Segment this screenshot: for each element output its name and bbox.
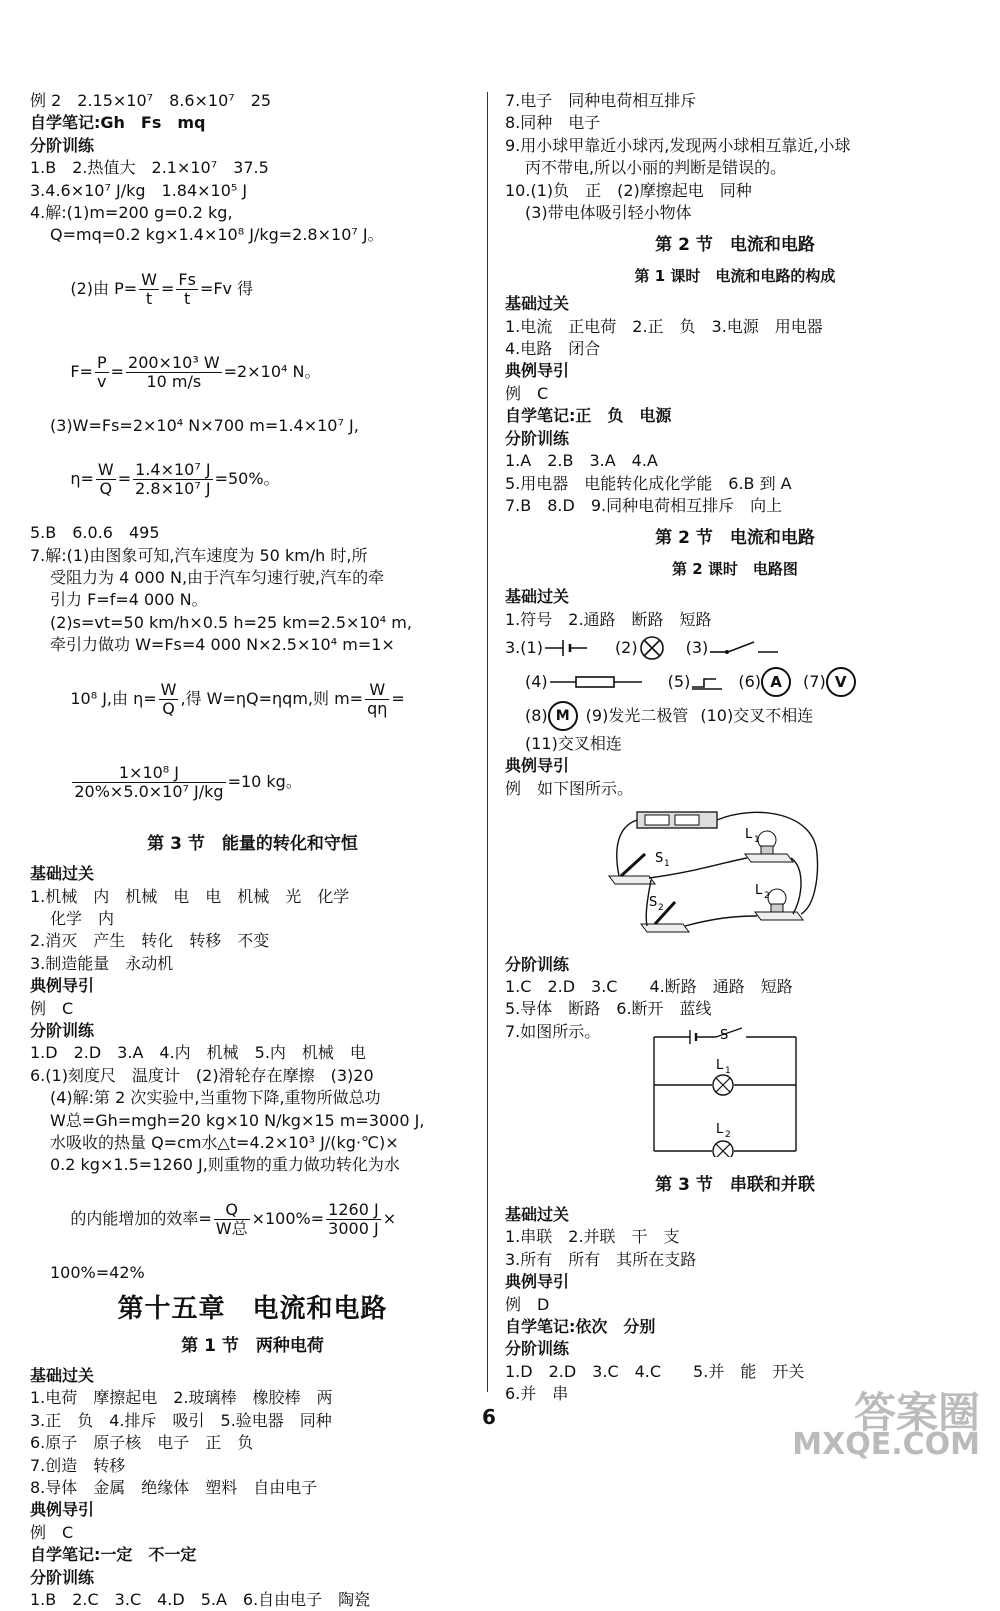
answer-line: 1.A 2.B 3.A 4.A — [505, 451, 658, 471]
symbol-row — [505, 699, 965, 733]
fraction — [96, 461, 116, 498]
fraction-numerator: W — [97, 460, 114, 480]
section-title: 第 1 节 两种电荷 — [181, 1335, 324, 1356]
section-label: 基础过关 — [505, 294, 570, 314]
answer-line: 5.B 6.0.6 495 — [30, 523, 160, 543]
answer-line: 1.符号 2.通路 断路 短路 — [505, 609, 712, 629]
answer-line: 100%=42% — [50, 1262, 145, 1282]
left-column — [30, 90, 475, 1611]
section-label: 基础过关 — [30, 864, 95, 884]
formula-line — [30, 249, 475, 330]
fraction — [126, 354, 222, 391]
answer-line: 0.2 kg×1.5=1260 J,则重物的重力做功转化为水 — [50, 1155, 400, 1175]
formula-line — [30, 439, 475, 520]
symbol-row — [505, 665, 965, 699]
label-s2-sub: 2 — [658, 903, 664, 914]
formula-text: ,得 W=ηQ=ηqm,则 m= — [180, 688, 364, 708]
lamp-symbol-icon — [638, 634, 666, 662]
answer-line: 7.解:(1)由图象可知,汽车速度为 50 km/h 时,所 — [30, 545, 368, 565]
fraction-denominator: t — [145, 288, 153, 308]
fraction — [365, 681, 389, 718]
symbol-label: (4) — [525, 671, 548, 691]
label-s: S — [720, 1028, 729, 1044]
answer-line: 5.导体 断路 6.断开 蓝线 — [505, 999, 712, 1019]
formula-text: =10 kg。 — [227, 771, 302, 791]
answer-line: 8.导体 金属 绝缘体 塑料 自由电子 — [30, 1478, 318, 1498]
lesson-title: 第 2 课时 电路图 — [672, 559, 798, 578]
lesson-title: 第 1 课时 电流和电路的构成 — [634, 266, 836, 285]
answer-line: 7.电子 同种电荷相互排斥 — [505, 91, 697, 110]
column-divider — [487, 92, 488, 1392]
answer-line: 6.并 串 — [505, 1384, 569, 1404]
answer-line: 自学笔记:一定 不一定 — [30, 1545, 197, 1565]
parallel-circuit-diagram — [650, 1027, 800, 1157]
answer-line: 例 如下图所示。 — [505, 778, 634, 798]
section-title: 第 3 节 能量的转化和守恒 — [147, 833, 358, 854]
physical-circuit-diagram — [605, 806, 835, 941]
section-label: 分阶训练 — [505, 1339, 570, 1359]
answer-line: 10.(1)负 正 (2)摩擦起电 同种 — [505, 180, 752, 200]
chapter-title: 第十五章 电流和电路 — [117, 1294, 388, 1325]
section-label: 分阶训练 — [505, 954, 570, 974]
label-l2: L — [716, 1122, 724, 1138]
fraction-numerator: W — [141, 269, 157, 289]
answer-line: (4)解:第 2 次实验中,当重物下降,重物所做总功 — [50, 1088, 381, 1108]
fraction-denominator: t — [184, 288, 191, 308]
answer-line: 1.D 2.D 3.A 4.内 机械 5.内 机械 电 — [30, 1043, 366, 1063]
answer-line: 自学笔记:Gh Fs mq — [30, 113, 206, 133]
answer-line: Q=mq=0.2 kg×1.4×10⁸ J/kg=2.8×10⁷ J。 — [50, 225, 384, 245]
answer-line: 水吸收的热量 Q=cm水△t=4.2×10³ J/(kg·℃)× — [50, 1132, 399, 1152]
answer-line: 3.4.6×10⁷ J/kg 1.84×10⁵ J — [30, 180, 248, 200]
symbol-label: (5) — [667, 671, 691, 691]
answer-line: 8.同种 电子 — [505, 113, 601, 133]
fraction — [95, 354, 109, 391]
label-s1: S — [655, 851, 664, 867]
label-s2: S — [649, 895, 658, 911]
answer-line: 例 D — [505, 1294, 550, 1314]
answer-line: 5.用电器 电能转化成化学能 6.B 到 A — [505, 473, 792, 493]
answer-line: (11)交叉相连 — [525, 733, 622, 753]
symbol-label: (7) — [803, 671, 826, 691]
symbol-label: (2) — [614, 637, 638, 657]
section-title: 第 3 节 串联和并联 — [655, 1174, 815, 1195]
circuit-schematic-figure — [505, 1027, 965, 1163]
fraction — [176, 271, 198, 308]
voltmeter-symbol-icon: V — [826, 667, 856, 697]
fraction-numerator: Fs — [178, 269, 196, 289]
label-l2-sub: 2 — [764, 891, 770, 902]
answer-line: 自学笔记:依次 分别 — [505, 1317, 656, 1337]
symbol-row — [505, 631, 965, 665]
answer-line: 引力 F=f=4 000 N。 — [50, 590, 208, 610]
section-title: 第 2 节 电流和电路 — [655, 528, 815, 549]
formula-text: ×100%= — [251, 1208, 325, 1228]
answer-line: 丙不带电,所以小丽的判断是错误的。 — [525, 158, 787, 178]
ammeter-symbol-icon: A — [761, 667, 791, 697]
section-label: 分阶训练 — [30, 1567, 95, 1587]
fraction-denominator: Q — [99, 479, 113, 499]
fraction — [326, 1201, 381, 1238]
fraction-numerator: 1.4×10⁷ J — [135, 460, 211, 480]
section-label: 典例导引 — [30, 976, 95, 996]
answer-line: 例 C — [30, 1522, 74, 1542]
section-title: 第 2 节 电流和电路 — [655, 235, 815, 256]
fraction-denominator: v — [97, 371, 107, 391]
battery-symbol-icon — [543, 636, 589, 660]
fraction-denominator: W总 — [215, 1218, 248, 1238]
fraction-numerator: W — [160, 679, 177, 699]
section-label: 基础过关 — [505, 1205, 570, 1224]
answer-line: 2.消灭 产生 转化 转移 不变 — [30, 931, 270, 951]
formula-text: η= — [70, 469, 94, 489]
symbol-label: (10)交叉不相连 — [700, 705, 814, 725]
label-l2: L — [755, 883, 763, 899]
section-label: 典例导引 — [505, 1272, 570, 1292]
resistor-symbol-icon — [548, 671, 644, 693]
answer-line: 受阻力为 4 000 N,由于汽车匀速行驶,汽车的牵 — [50, 568, 385, 588]
fraction-numerator: Q — [214, 1201, 250, 1220]
switch-symbol-icon — [708, 636, 780, 660]
answer-line: 9.用小球甲靠近小球丙,发现两小球相互靠近,小球 — [505, 135, 851, 155]
answer-line: 1.B 2.热值大 2.1×10⁷ 37.5 — [30, 158, 269, 178]
motor-symbol-icon: M — [548, 701, 578, 731]
answer-line: 1.C 2.D 3.C 4.断路 通路 短路 — [505, 976, 793, 996]
answer-line: 1.D 2.D 3.C 4.C 5.并 能 开关 — [505, 1361, 805, 1381]
watermark — [792, 1388, 980, 1462]
circuit-photo-figure — [505, 806, 965, 947]
fraction-denominator: 2.8×10⁷ J — [135, 479, 211, 499]
formula-text: =2×10⁴ N。 — [223, 361, 321, 381]
answer-line: 4.电路 闭合 — [505, 339, 601, 359]
fraction-numerator: P — [96, 352, 107, 372]
formula-text: = — [117, 469, 132, 489]
symbol-label: 3.(1) — [505, 637, 543, 657]
formula-text: =Fv 得 — [199, 278, 254, 298]
fraction — [133, 461, 212, 498]
fraction-numerator: 200×10³ W — [128, 352, 220, 372]
answer-line: 6.原子 原子核 电子 正 负 — [30, 1433, 254, 1453]
formula-text: (2)由 P= — [70, 278, 138, 298]
formula-text: =50%。 — [214, 469, 280, 489]
fraction-denominator: 10 m/s — [146, 371, 202, 391]
answer-line: 3.制造能量 永动机 — [30, 953, 174, 973]
label-s1-sub: 1 — [664, 859, 670, 870]
fraction-denominator: 20%×5.0×10⁷ J/kg — [74, 781, 224, 801]
answer-line: (3)带电体吸引轻小物体 — [525, 203, 692, 223]
answer-line: 1.电流 正电荷 2.正 负 3.电源 用电器 — [505, 316, 823, 336]
label-l1-sub: 1 — [754, 835, 760, 846]
section-label: 典例导引 — [505, 361, 570, 381]
fraction — [159, 681, 179, 718]
formula-text: = — [391, 688, 405, 708]
formula-text: 的内能增加的效率= — [70, 1208, 212, 1228]
answer-line: (2)s=vt=50 km/h×0.5 h=25 km=2.5×10⁴ m, — [50, 612, 412, 632]
answer-line: 1.B 2.C 3.C 4.D 5.A 6.自由电子 陶瓷 — [30, 1590, 371, 1610]
page-number: 6 — [482, 1405, 496, 1429]
rheostat-symbol-icon — [690, 671, 724, 693]
section-label: 分阶训练 — [505, 428, 570, 448]
symbol-label: (8) — [525, 705, 548, 725]
section-label: 基础过关 — [505, 587, 570, 607]
answer-line: 例 C — [30, 998, 74, 1018]
section-label: 基础过关 — [30, 1366, 95, 1385]
fraction-numerator: W — [365, 681, 389, 700]
formula-line — [30, 332, 475, 413]
fraction-denominator: Q — [162, 698, 175, 718]
fraction-denominator: qη — [367, 698, 388, 718]
answer-line: 化学 内 — [50, 908, 115, 928]
right-column — [505, 90, 965, 1406]
formula-line — [30, 1179, 475, 1260]
answer-line: 7.B 8.D 9.同种电荷相互排斥 向上 — [505, 495, 783, 515]
answer-line: 牵引力做功 W=Fs=4 000 N×2.5×10⁴ m=1× — [50, 635, 395, 655]
formula-line — [30, 742, 475, 823]
fraction — [72, 764, 225, 801]
formula-text: × — [382, 1208, 397, 1228]
symbol-label: (6) — [738, 671, 762, 691]
answer-line: 7.如图所示。 — [505, 1021, 601, 1041]
fraction-denominator: 3000 J — [328, 1218, 379, 1238]
formula-text: = — [160, 278, 175, 298]
section-label: 典例导引 — [505, 756, 570, 776]
formula-line — [30, 659, 475, 740]
fraction-numerator: 1260 J — [328, 1199, 379, 1219]
answer-line: W总=Gh=mgh=20 kg×10 N/kg×15 m=3000 J, — [50, 1110, 425, 1130]
fraction — [139, 271, 159, 308]
formula-text: F= — [70, 361, 93, 381]
answer-line: 7.创造 转移 — [30, 1455, 126, 1475]
label-l2-sub: 2 — [725, 1130, 731, 1141]
formula-text: = — [110, 361, 125, 381]
answer-line: 3.正 负 4.排斥 吸引 5.验电器 同种 — [30, 1410, 332, 1430]
label-l1-sub: 1 — [725, 1066, 731, 1077]
formula-text: 10⁸ J,由 η= — [70, 688, 157, 708]
fraction — [214, 1201, 250, 1238]
label-l1: L — [745, 827, 753, 843]
answer-line: (3)W=Fs=2×10⁴ N×700 m=1.4×10⁷ J, — [50, 415, 359, 435]
watermark-top: 答案圈 — [853, 1388, 980, 1437]
answer-line: 1.电荷 摩擦起电 2.玻璃棒 橡胶棒 两 — [30, 1388, 333, 1408]
answer-line: 1.机械 内 机械 电 电 机械 光 化学 — [30, 886, 350, 906]
answer-line: 4.解:(1)m=200 g=0.2 kg, — [30, 203, 233, 223]
answer-line: 例 2 2.15×10⁷ 8.6×10⁷ 25 — [30, 91, 272, 110]
section-label: 分阶训练 — [30, 135, 95, 155]
answer-line: 6.(1)刻度尺 温度计 (2)滑轮存在摩擦 (3)20 — [30, 1065, 374, 1085]
label-l1: L — [716, 1058, 724, 1074]
watermark-bottom: MXQE.COM — [792, 1427, 980, 1462]
fraction-numerator: 1×10⁸ J — [72, 764, 225, 783]
answer-line: 1.串联 2.并联 干 支 — [505, 1227, 680, 1247]
section-label: 典例导引 — [30, 1500, 95, 1520]
answer-line: 自学笔记:正 负 电源 — [505, 406, 672, 426]
symbol-label: (9)发光二极管 — [585, 705, 689, 725]
answer-line: 例 C — [505, 383, 549, 403]
symbol-label: (3) — [685, 637, 709, 657]
section-label: 分阶训练 — [30, 1020, 95, 1040]
answer-line: 3.所有 所有 其所在支路 — [505, 1249, 697, 1269]
